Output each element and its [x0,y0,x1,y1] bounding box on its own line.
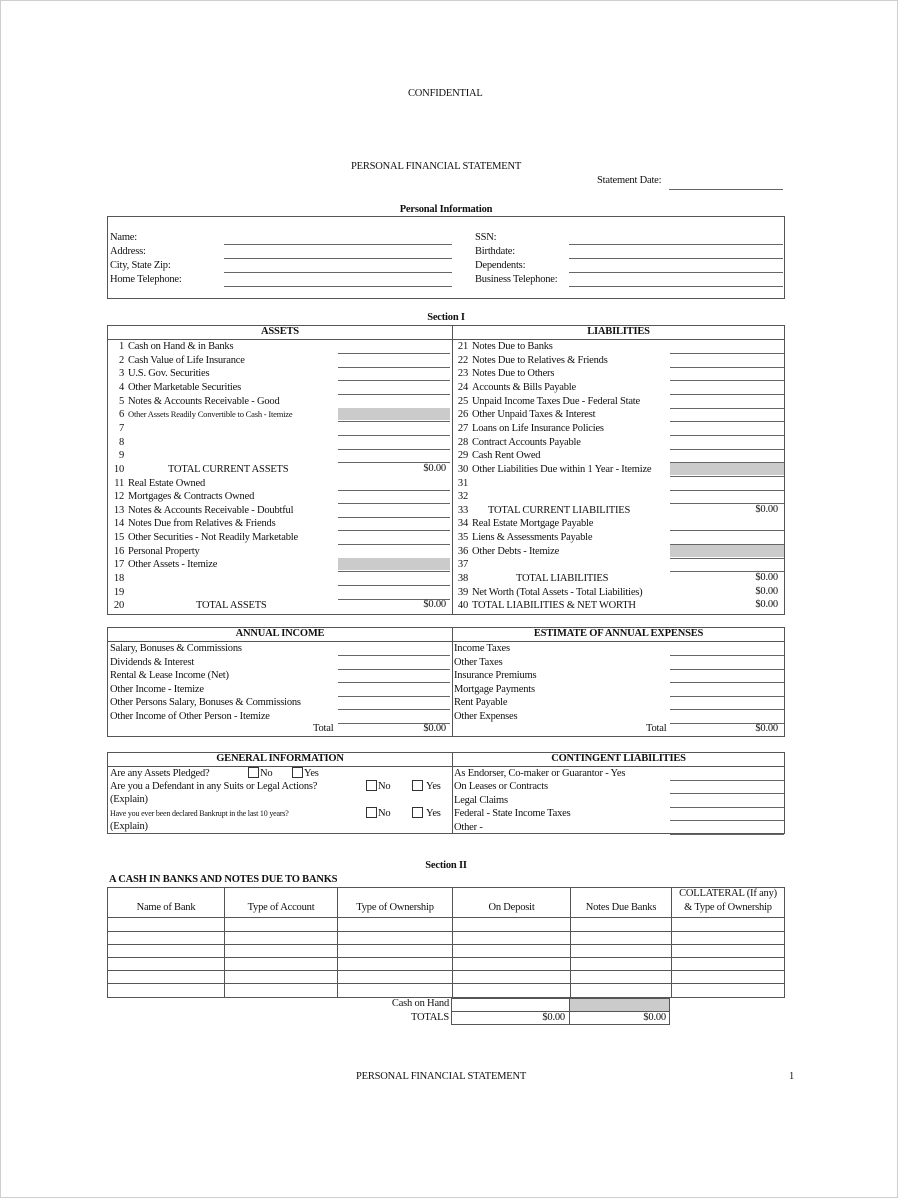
personal-info-field[interactable] [569,244,783,245]
row-number: 33 [457,504,468,516]
liability-label: Cash Rent Owed [472,450,541,462]
liability-row [454,395,784,408]
row-number: 28 [457,436,468,448]
assets-liabilities-table [107,325,785,615]
table-divider [108,944,784,945]
row-number: 30 [457,463,468,475]
row-number: 39 [457,586,468,598]
asset-label: Mortgages & Contracts Owned [128,491,255,503]
expense-value-field[interactable] [670,682,784,683]
expense-value-field[interactable] [670,696,784,697]
contingent-value-field[interactable] [670,793,784,794]
liability-label: Other Unpaid Taxes & Interest [472,409,596,421]
table-divider [108,970,784,971]
no-label: No [378,781,391,792]
liability-label: Notes Due to Banks [472,341,553,352]
income-item: Other Income of Other Person - Itemize [110,711,270,722]
liability-label: Contract Accounts Payable [472,436,581,448]
row-number: 21 [457,341,468,352]
income-total-value: $0.00 [423,723,446,734]
row-number: 23 [457,368,468,380]
liability-label: Other Liabilities Due within 1 Year - Itemize [472,463,652,475]
shaded-cell [338,558,450,570]
asset-label: Other Marketable Securities [128,381,241,393]
row-number: 37 [457,559,468,571]
asset-label: Cash Value of Life Insurance [128,354,245,366]
section-2-subheading: A CASH IN BANKS AND NOTES DUE TO BANKS [109,874,338,885]
personal-info-box [107,216,785,299]
income-value-field[interactable] [338,709,450,710]
row-number: 20 [113,600,124,612]
row-number: 40 [457,600,468,612]
personal-info-label: Dependents: [475,260,526,271]
liability-label: TOTAL LIABILITIES [516,573,609,585]
yes-label: Yes [304,768,319,779]
asset-row [110,531,450,544]
income-value-field[interactable] [338,682,450,683]
liability-row [454,381,784,394]
col-collateral-line2: & Type of Ownership [684,902,772,913]
row-number: 11 [114,477,124,489]
personal-info-field[interactable] [224,258,452,259]
col-name-of-bank: Name of Bank [136,902,196,913]
liability-row [454,436,784,449]
income-item: Other Persons Salary, Bonuses & Commissions [110,697,301,709]
income-total-label: Total [313,723,334,734]
personal-info-field[interactable] [224,244,452,245]
defendant-question: Are you a Defendant in any Suits or Legal Actions? [110,781,318,792]
liability-label: Accounts & Bills Payable [472,381,576,393]
row-number: 8 [118,436,124,448]
contingent-heading: CONTINGENT LIABILITIES [551,753,686,764]
statement-date-label: Statement Date: [597,175,662,186]
contingent-value-field[interactable] [670,820,784,821]
row-number: 4 [118,381,124,393]
personal-info-field[interactable] [569,272,783,273]
personal-info-label: Home Telephone: [110,274,182,285]
expense-item: Other Expenses [454,711,518,722]
contingent-item: Federal - State Income Taxes [454,808,571,820]
personal-info-heading: Personal Information [399,204,493,215]
personal-info-field[interactable] [569,258,783,259]
table-divider [452,326,453,614]
income-item: Dividends & Interest [110,656,195,668]
liability-value: $0.00 [755,599,778,611]
liability-label: Unpaid Income Taxes Due - Federal State [472,395,640,407]
bank-table [107,887,785,998]
liability-row [454,354,784,367]
row-number: 38 [457,573,468,585]
liability-row [454,477,784,490]
income-item: Other Income - Itemize [110,683,204,695]
asset-label: Notes Due from Relatives & Friends [128,518,276,530]
expense-value-field[interactable] [670,669,784,670]
section-1-heading: Section I [427,312,465,323]
row-number: 31 [457,477,468,489]
general-info-heading: GENERAL INFORMATION [216,753,344,764]
assets-pledged-yes-checkbox[interactable] [292,767,303,778]
row-number: 9 [118,450,124,462]
liability-label: Real Estate Mortgage Payable [472,518,594,530]
cash-on-hand-shaded-cell [570,999,669,1011]
row-number: 19 [113,586,124,598]
document-title: PERSONAL FINANCIAL STATEMENT [351,161,522,172]
col-notes-due-banks: Notes Due Banks [585,902,657,913]
expense-item: Insurance Premiums [454,670,537,682]
expense-item: Income Taxes [454,643,510,654]
row-number: 16 [113,545,124,557]
liability-row [454,340,784,353]
section-2-heading: Section II [425,860,467,871]
cash-on-hand-row [451,998,670,1012]
shaded-cell [670,463,784,475]
personal-info-label: Birthdate: [475,246,515,257]
totals-deposit-value: $0.00 [542,1012,565,1023]
assets-pledged-no-checkbox[interactable] [248,767,259,778]
liability-label: TOTAL CURRENT LIABILITIES [488,504,631,516]
asset-row [110,517,450,530]
asset-row [110,477,450,490]
bankrupt-yes-checkbox[interactable] [412,807,423,818]
row-number: 26 [457,409,468,421]
liability-row [454,517,784,530]
asset-row [110,586,450,599]
row-number: 14 [113,518,124,530]
contingent-item: As Endorser, Co-maker or Guarantor - Yes [454,768,626,779]
footer-title: PERSONAL FINANCIAL STATEMENT [356,1071,527,1082]
asset-row [110,367,450,380]
statement-date-field[interactable] [669,189,783,190]
row-number: 24 [457,381,468,393]
row-number: 13 [113,504,124,516]
table-divider [108,983,784,984]
no-label: No [260,768,273,779]
explain-label: (Explain) [110,821,148,832]
asset-row [110,572,450,585]
asset-label: Other Assets Readily Convertible to Cash - Itemize [128,409,293,420]
expenses-total-value: $0.00 [755,723,778,734]
liability-label: Net Worth (Total Assets - Total Liabilities) [472,586,643,598]
confidential-label: CONFIDENTIAL [408,88,483,99]
table-divider [108,917,784,918]
row-number: 15 [113,532,124,544]
liability-label: Notes Due to Others [472,368,555,380]
yes-label: Yes [426,781,441,792]
liability-row [454,367,784,380]
yes-label: Yes [426,808,441,819]
liability-value: $0.00 [755,585,778,597]
personal-info-label: SSN: [475,232,497,243]
totals-label: TOTALS [410,1012,449,1023]
contingent-item: On Leases or Contracts [454,781,548,793]
liability-row [454,449,784,462]
personal-info-field[interactable] [224,272,452,273]
income-item: Salary, Bonuses & Commissions [110,643,242,654]
liability-label: Liens & Assessments Payable [472,532,593,544]
contingent-item: Legal Claims [454,794,508,806]
liability-row [454,490,784,503]
no-label: No [378,808,391,819]
income-item: Rental & Lease Income (Net) [110,670,229,682]
personal-info-field[interactable] [224,286,452,287]
contingent-value-field[interactable] [670,807,784,808]
row-number: 6 [118,409,124,421]
row-number: 18 [113,573,124,585]
shaded-cell [338,408,450,420]
defendant-yes-checkbox[interactable] [412,780,423,791]
page-number: 1 [789,1071,795,1082]
row-number: 3 [118,368,124,380]
row-number: 7 [118,422,124,434]
row-number: 36 [457,545,468,557]
personal-info-label: Name: [110,232,137,243]
totals-row [451,1011,670,1025]
row-number: 32 [457,491,468,503]
asset-row [110,436,450,449]
row-number: 25 [457,395,468,407]
expense-value-field[interactable] [670,709,784,710]
income-value-field[interactable] [338,669,450,670]
row-number: 29 [457,450,468,462]
asset-row [110,422,450,435]
col-collateral-line1: COLLATERAL (If any) [679,888,777,899]
table-divider [452,753,453,833]
asset-label: Other Assets - Itemize [128,559,218,571]
asset-label: Real Estate Owned [128,477,206,489]
asset-row [110,504,450,517]
bankrupt-question: Have you ever been declared Bankrupt in the last 10 years? [110,809,289,818]
liability-label: Loans on Life Insurance Policies [472,422,604,434]
expense-item: Other Taxes [454,656,503,668]
asset-row [110,490,450,503]
annual-expenses-heading: ESTIMATE OF ANNUAL EXPENSES [533,628,704,639]
expense-item: Mortgage Payments [454,683,535,695]
expense-item: Rent Payable [454,697,508,709]
row-number: 12 [113,491,124,503]
row-number: 1 [118,341,124,352]
liability-label: Other Debts - Itemize [472,545,560,557]
contingent-value-field[interactable] [670,834,784,835]
shaded-cell [670,545,784,557]
annual-income-heading: ANNUAL INCOME [235,628,325,639]
expenses-total-label: Total [646,723,667,734]
col-on-deposit: On Deposit [488,902,535,913]
personal-info-field[interactable] [569,286,783,287]
liability-row [454,408,784,421]
row-number: 10 [113,463,124,475]
liability-value: $0.00 [755,572,778,584]
personal-info-label: Business Telephone: [475,274,558,285]
col-type-of-account: Type of Account [247,902,315,913]
asset-value: $0.00 [423,599,446,611]
asset-label: TOTAL ASSETS [196,600,267,612]
row-number: 35 [457,532,468,544]
asset-row [110,395,450,408]
table-divider [108,931,784,932]
liability-label: Notes Due to Relatives & Friends [472,354,608,366]
row-number: 17 [113,559,124,571]
asset-label: Notes & Accounts Receivable - Doubtful [128,504,294,516]
general-contingent-table [107,752,785,834]
explain-label: (Explain) [110,794,148,805]
table-divider [108,957,784,958]
asset-label: TOTAL CURRENT ASSETS [168,463,289,475]
assets-heading: ASSETS [261,326,299,337]
row-number: 22 [457,354,468,366]
bankrupt-no-checkbox[interactable] [366,807,377,818]
asset-row [110,545,450,558]
table-divider [452,628,453,736]
liability-row [454,558,784,571]
personal-info-label: Address: [110,246,146,257]
liability-row [454,422,784,435]
asset-label: Other Securities - Not Readily Marketable [128,532,298,544]
expense-value-field[interactable] [670,655,784,656]
contingent-item: Other - [454,821,483,833]
contingent-value-field[interactable] [670,780,784,781]
totals-notes-value: $0.00 [643,1012,666,1023]
income-value-field[interactable] [338,696,450,697]
income-expenses-table [107,627,785,737]
row-number: 2 [118,354,124,366]
cash-on-hand-label: Cash on Hand [391,998,449,1009]
row-number: 5 [118,395,124,407]
asset-row [110,381,450,394]
row-number: 27 [457,422,468,434]
liability-value: $0.00 [755,503,778,515]
asset-label: Cash on Hand & in Banks [128,341,234,352]
liability-label: TOTAL LIABILITIES & NET WORTH [472,600,636,612]
col-type-of-ownership: Type of Ownership [356,902,434,913]
asset-label: Personal Property [128,545,200,557]
asset-label: Notes & Accounts Receivable - Good [128,395,280,407]
asset-value: $0.00 [423,462,446,474]
row-number: 34 [457,518,468,530]
defendant-no-checkbox[interactable] [366,780,377,791]
assets-pledged-question: Are any Assets Pledged? [110,768,210,779]
liabilities-heading: LIABILITIES [587,326,650,337]
liability-row [454,531,784,544]
asset-row [110,354,450,367]
asset-row [110,340,450,353]
personal-info-label: City, State Zip: [110,260,171,271]
income-value-field[interactable] [338,655,450,656]
asset-label: U.S. Gov. Securities [128,368,210,380]
asset-row [110,449,450,462]
